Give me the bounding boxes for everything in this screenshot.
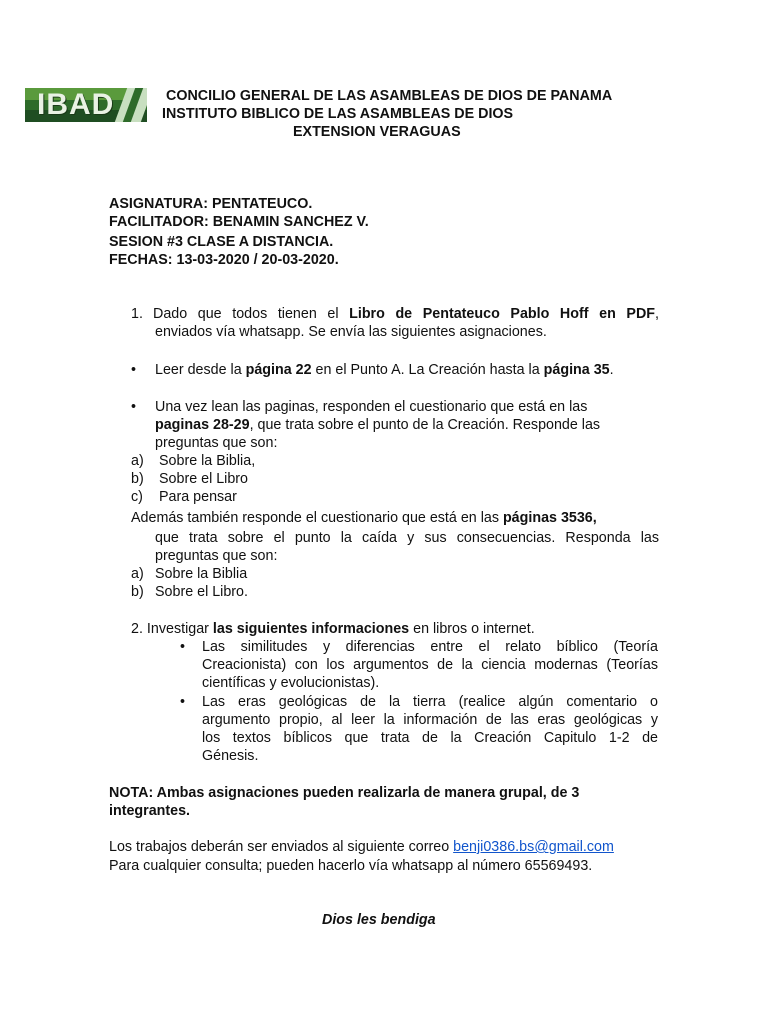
list-item-label: c) bbox=[131, 489, 143, 505]
item2-bullet2-line-1: Las eras geológicas de la tierra (realice algún comentario o bbox=[202, 694, 658, 710]
closing: Dios les bendiga bbox=[322, 912, 436, 928]
item2-bullet2-line-3: los textos bíblicos que trata de la Creación Capitulo 1-2 de bbox=[202, 730, 658, 746]
item1-line-1: Dado que todos tienen el Libro de Pentateuco Pablo Hoff en PDF, bbox=[153, 306, 659, 322]
header-line-2: INSTITUTO BIBLICO DE LAS ASAMBLEAS DE DIOS bbox=[162, 106, 514, 122]
contact-line-2: Para cualquier consulta; pueden hacerlo vía whatsapp al número 65569493. bbox=[109, 858, 593, 874]
list-item-label: b) bbox=[131, 471, 144, 487]
item2-bullet1-line-2: Creacionista) con los argumentos de la ciencia modernas (Teorías bbox=[202, 657, 658, 673]
item2-bullet1-line-3: científicas y evolucionistas). bbox=[202, 675, 380, 691]
bullet2-line-2: paginas 28-29, que trata sobre el punto de la Creación. Responde las bbox=[155, 417, 601, 433]
extra-line-1: Además también responde el cuestionario que está en las páginas 3536, bbox=[131, 510, 597, 526]
sesion: SESION #3 CLASE A DISTANCIA. bbox=[109, 234, 334, 250]
ibad-logo bbox=[25, 88, 147, 122]
list-item-text: Para pensar bbox=[159, 489, 237, 505]
nota-line-2: integrantes. bbox=[109, 803, 191, 819]
item2-bullet2-line-2: argumento propio, al leer la información de las eras geológicas y bbox=[202, 712, 658, 728]
asignatura: ASIGNATURA: PENTATEUCO. bbox=[109, 196, 313, 212]
facilitador: FACILITADOR: BENAMIN SANCHEZ V. bbox=[109, 214, 369, 230]
list-item-text: Sobre el Libro. bbox=[155, 584, 248, 600]
nota-line-1: NOTA: Ambas asignaciones pueden realizarla de manera grupal, de 3 bbox=[109, 785, 580, 801]
bullet-icon: • bbox=[131, 362, 137, 378]
email-link[interactable]: benji0386.bs@gmail.com bbox=[453, 839, 614, 855]
bullet2-line-1: Una vez lean las paginas, responden el cuestionario que está en las bbox=[155, 399, 588, 415]
item1-number: 1. bbox=[131, 306, 143, 322]
bullet-icon: • bbox=[180, 639, 186, 655]
header-line-1: CONCILIO GENERAL DE LAS ASAMBLEAS DE DIOS DE PANAMA bbox=[166, 88, 613, 104]
list-item-label: a) bbox=[131, 566, 144, 582]
bullet1-text: Leer desde la página 22 en el Punto A. La Creación hasta la página 35. bbox=[155, 362, 614, 378]
bullet-icon: • bbox=[180, 694, 186, 710]
list-item-label: a) bbox=[131, 453, 144, 469]
list-item-label: b) bbox=[131, 584, 144, 600]
contact-line-1: Los trabajos deberán ser enviados al siguiente correo benji0386.bs@gmail.com bbox=[109, 839, 614, 855]
header-line-3: EXTENSION VERAGUAS bbox=[293, 124, 461, 140]
fechas: FECHAS: 13-03-2020 / 20-03-2020. bbox=[109, 252, 339, 268]
list-item-text: Sobre el Libro bbox=[159, 471, 249, 487]
extra-line-3: preguntas que son: bbox=[155, 548, 278, 564]
list-item-text: Sobre la Biblia, bbox=[159, 453, 256, 469]
item1-line-2: enviados vía whatsapp. Se envía las siguientes asignaciones. bbox=[155, 324, 547, 340]
list-item-text: Sobre la Biblia bbox=[155, 566, 248, 582]
bullet-icon: • bbox=[131, 399, 137, 415]
item2-bullet1-line-1: Las similitudes y diferencias entre el relato bíblico (Teoría bbox=[202, 639, 658, 655]
item2-line: 2. Investigar las siguientes informaciones en libros o internet. bbox=[131, 621, 535, 637]
bullet2-line-3: preguntas que son: bbox=[155, 435, 278, 451]
extra-line-2: que trata sobre el punto la caída y sus consecuencias. Responda las bbox=[155, 530, 659, 546]
item2-bullet2-line-4: Génesis. bbox=[202, 748, 259, 764]
logo-text: IBAD bbox=[37, 88, 115, 121]
